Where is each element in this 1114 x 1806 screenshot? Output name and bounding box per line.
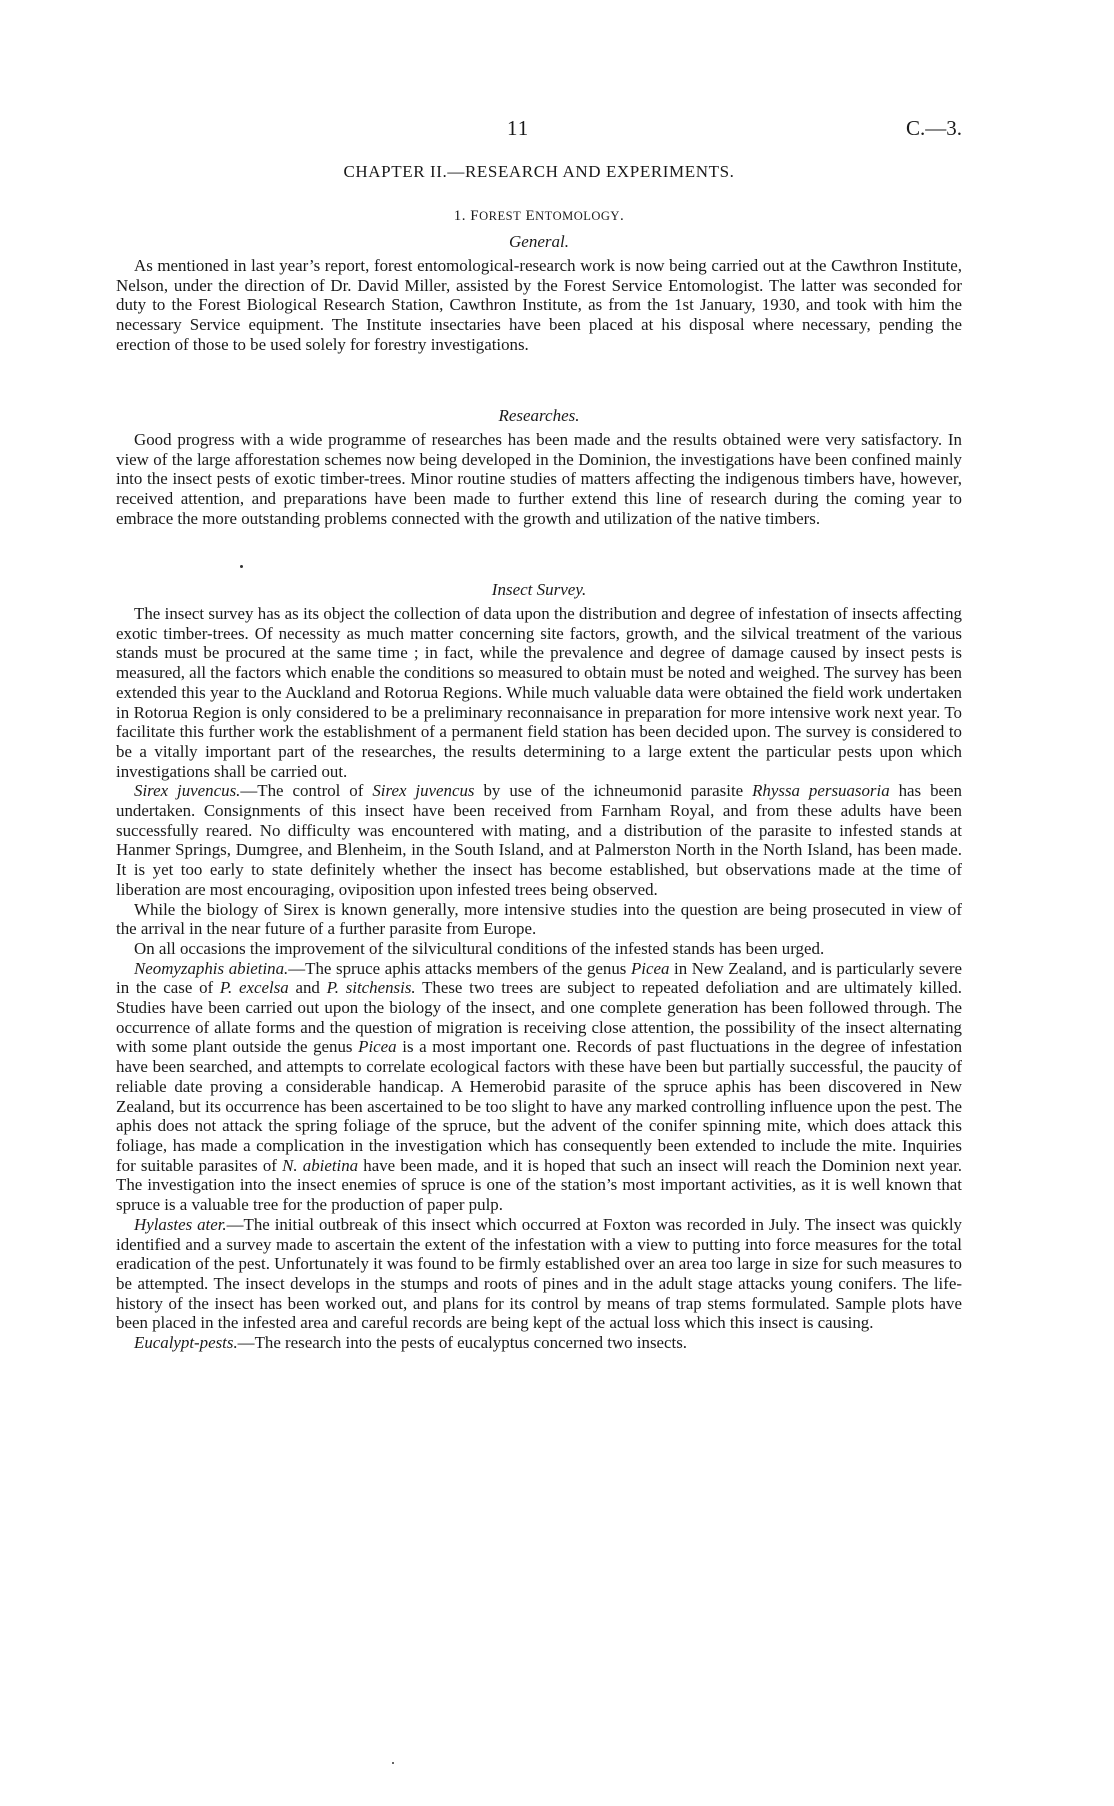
parasite-name: Rhyssa persuasoria bbox=[752, 781, 890, 801]
sirex-name: Sirex juvencus. bbox=[134, 781, 241, 801]
hylastes-text: —The initial outbreak of this insect which occurred at Foxton was recorded in July. The insect was quickly identified and a survey made to ascertain the extent of the infestation with a view to putting into force measures for the total eradication of the pest. Unfortunately it was found to be firmly established over an area too large in size for such measures to be attempted. The insect develops in the stumps and roots of pines and in the adult stage attacks young conifers. The life-history of the insect has been worked out, and plans for its control by means of trap stems formulated. Sample plots have been placed in the infested area and careful records are being kept of the actual loss which this insect is causing. bbox=[116, 1214, 963, 1333]
hylastes-name: Hylastes ater. bbox=[134, 1214, 227, 1234]
eucalypt-paragraph bbox=[116, 1333, 962, 1353]
sirex-paragraph bbox=[116, 781, 962, 899]
insect-survey-section bbox=[116, 580, 962, 1353]
insect-survey-paragraph: The insect survey has as its object the collection of data upon the distribution and degree of infestation of insects affecting exotic timber-trees. Of necessity as much matter concerning site factors, growth, and the silvical treatment of the various stands must be procured at the same time ; in fact, while the prevalence and degree of damage caused by insect pests is measured, all the factors which enable the conditions so measured to obtain must be noted and weighed. The survey has been extended this year to the Auckland and Rotorua Regions. While much valuable data were obtained the field work undertaken in Rotorua Region is only considered to be a preliminary reconnaisance in preparation for more intensive work next year. To facilitate this further work the establishment of a permanent field station has been decided upon. The survey is considered to be a vitally important part of the researches, the results determining to a large extent the particular pests upon which investigations shall be carried out. bbox=[116, 604, 962, 781]
neomyzaphis-paragraph bbox=[116, 959, 962, 1215]
neomyzaphis-text-2: in New Zealand, and is particularly severe in the case of bbox=[116, 958, 962, 998]
researches-paragraph: Good progress with a wide programme of researches has been made and the results obtained were very satisfactory. In view of the large afforestation schemes now being developed in the Dominion, the investigations have been confined mainly into the insect pests of exotic timber-trees. Minor routine studies of matters affecting the indigenous timbers have, however, received attention, and preparations have been made to further extend this line of research during the coming year to embrace the more outstanding problems connected with the growth and utilization of the native timbers. bbox=[116, 430, 962, 528]
general-section bbox=[116, 232, 962, 355]
researches-section bbox=[116, 406, 962, 529]
neomyzaphis-text-4: These two trees are subject to repeated defoliation and are ultimately killed. Studies have been carried out upon the biology of the insect, and one complete generation has been followed through. The occurrence of allate forms and the question of migration is receiving close attention, the possibility of the insect alternating with some plant outside the genus bbox=[116, 978, 962, 1057]
genus-picea-2: Picea bbox=[358, 1037, 397, 1057]
eucalypt-name: Eucalypt-pests. bbox=[134, 1333, 238, 1353]
species-abietina: N. abietina bbox=[282, 1155, 359, 1175]
page-number: 11 bbox=[507, 116, 530, 140]
chapter-heading-block bbox=[116, 162, 962, 182]
genus-picea: Picea bbox=[630, 958, 670, 978]
section-heading-block bbox=[116, 208, 962, 225]
chapter-title: CHAPTER II.—RESEARCH AND EXPERIMENTS. bbox=[343, 162, 735, 181]
species-excelsa: P. excelsa bbox=[219, 978, 289, 998]
hylastes-paragraph bbox=[116, 1215, 962, 1333]
general-paragraph: As mentioned in last year’s report, forest entomological-research work is now being carried out at the Cawthron Institute, Nelson, under the direction of Dr. David Miller, assisted by the Forest Service Entomologist. The latter was seconded for duty to the Forest Biological Research Station, Cawthron Institute, as from the 1st January, 1930, and took with him the necessary Service equipment. The Institute insectaries have been placed at his disposal where necessary, pending the erection of those to be used solely for forestry investigations. bbox=[116, 256, 962, 354]
neomyzaphis-text-1: —The spruce aphis attacks members of the genus bbox=[288, 958, 631, 978]
ink-speck-bottom bbox=[392, 1762, 394, 1764]
researches-heading: Researches. bbox=[498, 406, 580, 425]
sirex-text-3: has been undertaken. Consignments of this insect have been received from Farnham Royal, and from these adults have been successfully reared. No difficulty was encountered with mating, and a distribution of the parasite to infested stands at Hanmer Springs, Dumgree, and Blenheim, in the South Island, and at Palmerston North in the North Island, has been made. It is yet too early to state definitely whether the insect has become established, but observations made at the time of liberation are most encouraging, oviposition upon infested trees being observed. bbox=[116, 781, 962, 899]
sirex-text-2: by use of the ichneumonid parasite bbox=[474, 781, 753, 801]
neomyzaphis-text-3: and bbox=[288, 978, 327, 998]
insect-survey-heading: Insect Survey. bbox=[491, 580, 587, 599]
neomyzaphis-name: Neomyzaphis abietina. bbox=[134, 958, 289, 978]
sirex-text-1: —The control of bbox=[240, 781, 373, 801]
silvicultural-paragraph: On all occasions the improvement of the silvicultural conditions of the infested stands has been urged. bbox=[134, 938, 825, 958]
document-reference: C.—3. bbox=[905, 116, 962, 140]
sirex-biology-paragraph: While the biology of Sirex is known generally, more intensive studies into the question are being prosecuted in view of the arrival in the near future of a further parasite from Europe. bbox=[116, 899, 962, 939]
section-title: 1. FOREST ENTOMOLOGY. bbox=[453, 208, 625, 224]
neomyzaphis-text-6: have been made, and it is hoped that such an insect will reach the Dominion next year. The investigation into the insect enemies of spruce is one of the station’s most important activities, as it is well known that spruce is a valuable tree for the production of paper pulp. bbox=[116, 1155, 962, 1215]
sirex-name-inline: Sirex juvencus bbox=[372, 781, 475, 801]
neomyzaphis-text-5: is a most important one. Records of past fluctuations in the degree of infestation have been searched, and attempts to correlate ecological factors with these have been but partially successful, the paucity of reliable date proving a considerable handicap. A Hemerobid parasite of the spruce aphis has been discovered in New Zealand, but its occurrence has been ascertained to be too slight to have any marked controlling influence upon the pest. The aphis does not attack the spring foliage of the spruce, but the advent of the conifer spinning mite, which does attack this foliage, has made a complication in the investigation which has consequently been extended to include the mite. Inquiries for suitable parasites of bbox=[116, 1037, 963, 1175]
eucalypt-text: —The research into the pests of eucalyptus concerned two insects. bbox=[237, 1333, 687, 1353]
general-heading: General. bbox=[509, 232, 569, 251]
ink-speck bbox=[240, 565, 243, 568]
species-sitchensis: P. sitchensis. bbox=[326, 978, 416, 998]
